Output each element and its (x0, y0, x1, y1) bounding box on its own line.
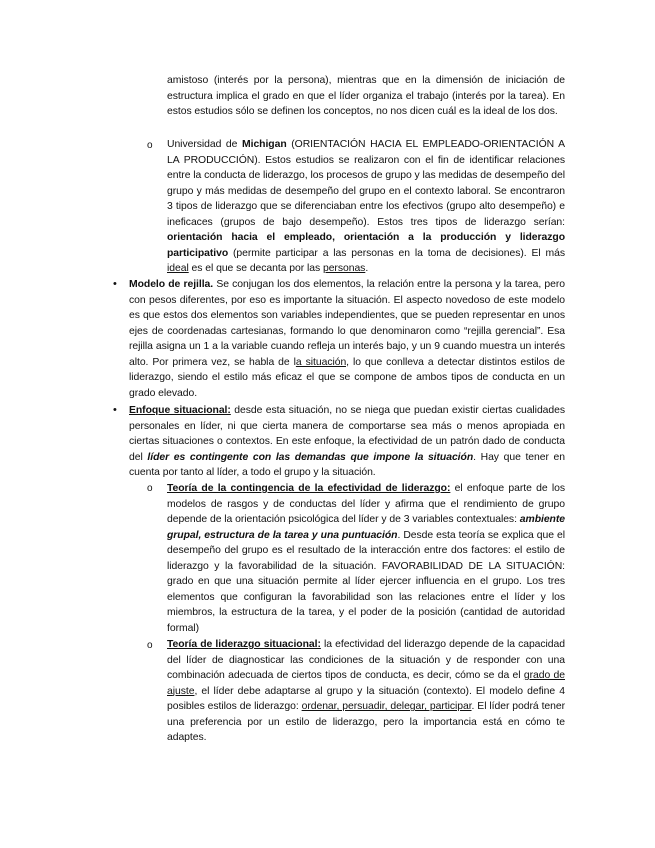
michigan-body: (ORIENTACIÓN HACIA EL EMPLEADO-ORIENTACIÓN A LA PRODUCCIÓN). Estos estudios se realizaron con el fin de identificar relaciones entre la conducta de liderazgo, los procesos de grupo y las medidas de desempeño del grupo y más medidas de desempeño del grupo en el contexto laboral. Se encontraron 3 tipos de liderazgo que se diferenciaban entre los efectivos (grupo alto desempeño) e ineficaces (grupos de bajo desempeño). Estos tres tipos de liderazgo serían: (167, 139, 565, 228)
contingencia-body: el enfoque parte de los modelos de rasgos y de conductas del líder y afirma que el rendimiento de grupo depende de la orientación psicológica del líder y de 3 variables contextuales: (167, 483, 566, 526)
bullet-marker: • (113, 404, 117, 416)
continued-paragraph (167, 73, 565, 120)
situacional-item (129, 403, 565, 481)
michigan-body-2: (permite participar a las personas en la toma de decisiones). El más (228, 247, 565, 259)
liderazgo-situacional-body-2: , el líder debe adaptarse al grupo y la situación (contexto). El modelo define 4 posibles estilos de liderazgo: (167, 685, 565, 713)
rejilla-body-2: lo que conlleva a detectar distintos estilos de liderazgo, siendo el estilo más eficaz el que se compone de ambos tipos de conducta en un grado elevado. (129, 356, 565, 399)
situacion-term: a situación, (295, 356, 350, 368)
sub-bullet-marker: o (147, 140, 153, 151)
liderazgo-situacional-body-3: . El líder podrá tener una preferencia por un estilo de liderazgo, pero la importancia está en cómo te adaptes. (167, 701, 565, 744)
bullet-marker: • (113, 278, 117, 290)
liderazgo-situacional-item (167, 637, 565, 746)
leadership-styles: ordenar, persuadir, delegar, participar (301, 701, 472, 713)
rejilla-body: Se conjugan los dos elementos, la relación entre la persona y la tarea, pero con pesos diferentes, por eso es importante la situación. El aspecto novedoso de este modelo es que estos dos elementos son variables independientes, que se pueden representar en unos ejes de coordenadas cartesianas, formando lo que denominaron como “rejilla gerencial”. Esa rejilla asigna un 1 a la variable cuando refleja un interés bajo, y un 9 cuando muestra un interés alto. Por primera vez, se habla de l (129, 279, 565, 368)
paragraph-text: amistoso (interés por la persona), mientras que en la dimensión de iniciación de estructura implica el grado en que el líder organiza el trabajo (interés por la tarea). En estos estudios sólo se definen los conceptos, no nos dicen cuál es la ideal de los dos. (167, 75, 565, 118)
grado-ajuste-term: grado de ajuste (167, 670, 565, 697)
situacional-body-2: . Hay que tener en cuenta por tanto al líder, a todo el grupo y la situación. (129, 451, 566, 479)
liderazgo-situacional-body: la efectividad del liderazgo depende de la capacidad del líder de diagnosticar las condiciones de la situación y de responder con una combinación adecuada de ciertos tipos de conducta, es decir, cómo se da el (167, 639, 565, 682)
michigan-item (167, 137, 565, 277)
contingencia-item (167, 481, 565, 636)
situacional-body: desde esta situación, no se niega que puedan existir ciertas cualidades personales en líder, ni que cierta manera de comportarse sea más o menos apropiada en ciertas situaciones o contextos. En este enfoque, la efectividad de un patrón dado de conducta del (129, 405, 566, 463)
situacional-title: Enfoque situacional: (129, 405, 231, 416)
contingencia-title: Teoría de la contingencia de la efectividad de liderazgo: (167, 483, 451, 494)
period: . (365, 263, 369, 275)
personas-term: personas (322, 263, 366, 275)
leadership-types: orientación hacia el empleado, orientación a la producción y liderazgo participativo (167, 232, 565, 259)
michigan-body-3: es el que se decanta por las (188, 263, 323, 275)
rejilla-item (129, 277, 565, 401)
rejilla-title: Modelo de rejilla. (129, 279, 214, 290)
contextual-variables: ambiente grupal, estructura de la tarea y una puntuación (167, 514, 565, 541)
liderazgo-situacional-title: Teoría de liderazgo situacional: (167, 639, 321, 650)
sub-bullet-marker: o (147, 483, 153, 494)
situacional-emphasis: líder es contingente con las demandas que impone la situación (147, 451, 474, 463)
sub-bullet-marker: o (147, 640, 153, 651)
michigan-name: Michigan (242, 139, 287, 150)
contingencia-body-2: . Desde esta teoría se explica que el desempeño del grupo es el resultado de la interacción entre dos factores: el estilo de liderazgo y la favorabilidad de la situación. FAVORABILIDAD DE LA SITUACIÓN: grado en que una situación permite al líder ejercer influencia en el grupo. Los tres elementos que configuran la favorabilidad son las relaciones entre el líder y los miembros, la estructura de la tarea, y el poder de la posición (cantidad de autoridad formal) (167, 529, 566, 634)
ideal-term: ideal (167, 263, 189, 275)
michigan-prefix: Universidad de (167, 139, 242, 150)
